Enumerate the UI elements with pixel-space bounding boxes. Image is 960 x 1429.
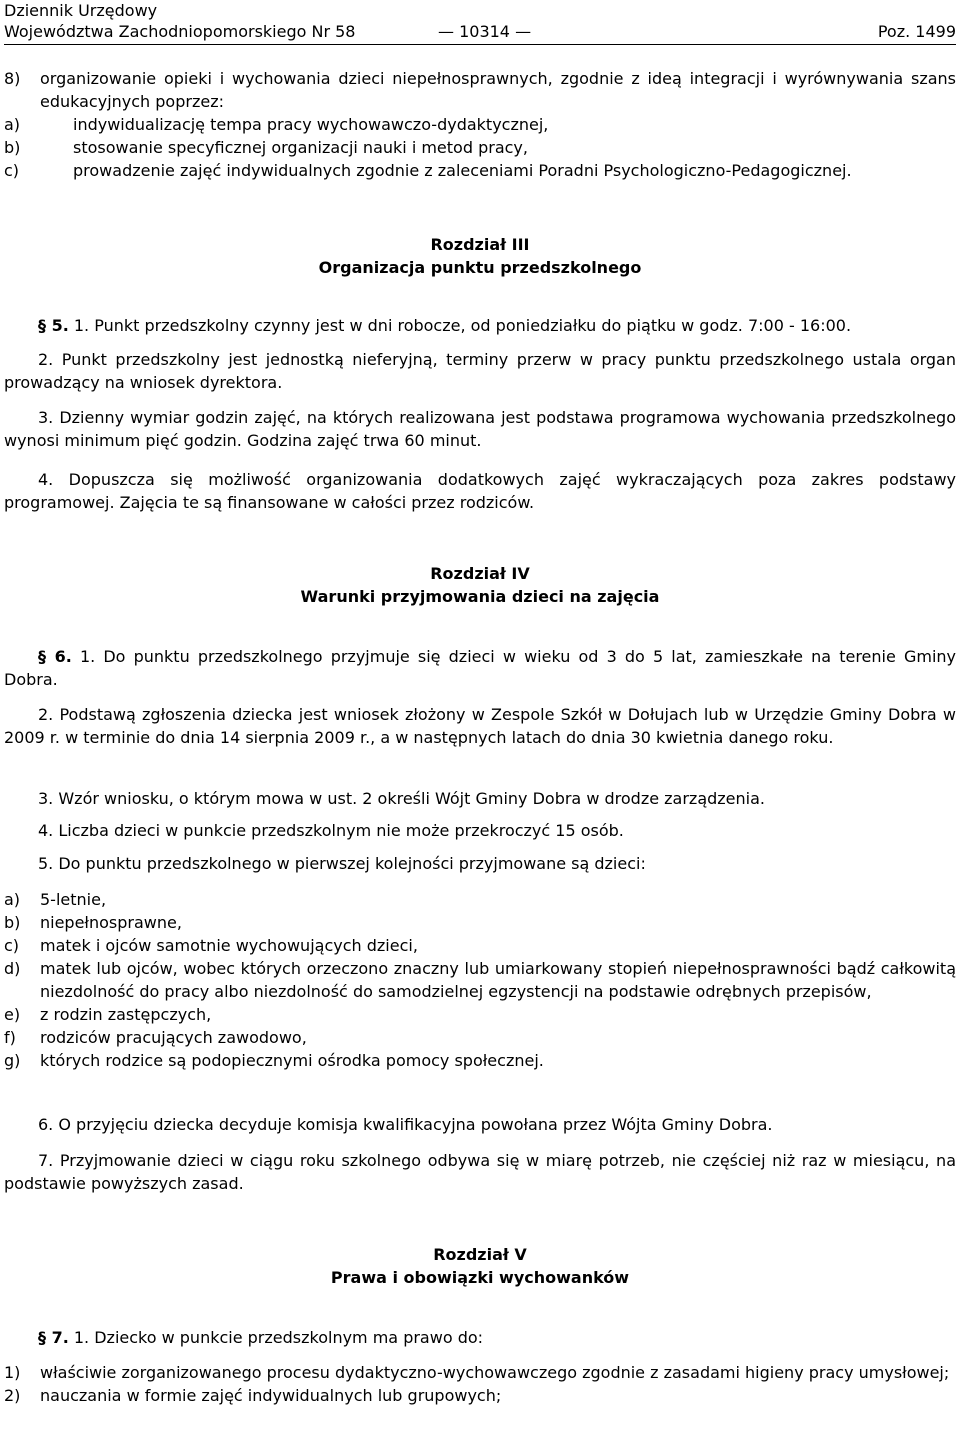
list-item (4, 1003, 956, 1026)
list-item (4, 957, 956, 1003)
chapter-heading (4, 1243, 956, 1289)
list-item (4, 911, 956, 934)
chapter-subtitle: Organizacja punktu przedszkolnego (318, 258, 642, 277)
list-label: 8) (4, 69, 21, 88)
list-text: z rodzin zastępczych, (40, 1005, 212, 1024)
header-rule (4, 44, 956, 45)
paragraph: 2. Podstawą zgłoszenia dziecka jest wniosek złożony w Zespole Szkół w Dołujach lub w Urzędzie Gminy Dobra w 2009 r. w terminie do dnia 14 sierpnia 2009 r., a w następnych latach do dnia 30 kwietnia danego roku. (4, 705, 956, 747)
list-label: b) (4, 913, 21, 932)
chapter-subtitle: Prawa i obowiązki wychowanków (330, 1268, 630, 1287)
list-label: c) (4, 936, 20, 955)
chapter-title: Rozdział IV (430, 564, 530, 583)
sub-list-text: indywidualizację tempa pracy wychowawczo-dydaktycznej, (73, 115, 549, 134)
list-item (4, 934, 956, 957)
list-text: 5-letnie, (40, 890, 107, 909)
chapter-title: Rozdział V (433, 1245, 527, 1264)
sub-list-item (4, 159, 956, 182)
list-text: matek i ojców samotnie wychowujących dzieci, (40, 936, 418, 955)
sub-list-text: prowadzenie zajęć indywidualnych zgodnie z zaleceniami Poradni Psychologiczno-Pedagogicznej. (73, 161, 852, 180)
paragraph: 7. Przyjmowanie dzieci w ciągu roku szkolnego odbywa się w miarę potrzeb, nie częściej niż raz w miesiącu, na podstawie powyższych zasad. (4, 1151, 956, 1193)
top-list (4, 67, 956, 182)
paragraph-text: 1. Do punktu przedszkolnego przyjmuje się dzieci w wieku od 3 do 5 lat, zamieszkałe na terenie Gminy Dobra. (4, 647, 956, 689)
paragraph: 3. Wzór wniosku, o którym mowa w ust. 2 określi Wójt Gminy Dobra w drodze zarządzenia. (38, 789, 765, 808)
list-text: rodziców pracujących zawodowo, (40, 1028, 307, 1047)
paragraph (4, 314, 956, 337)
paragraph-text: 1. Dziecko w punkcie przedszkolnym ma prawo do: (68, 1328, 484, 1347)
list-text: nauczania w formie zajęć indywidualnych lub grupowych; (40, 1386, 502, 1405)
sub-list-label: b) (4, 138, 21, 157)
list-label: f) (4, 1028, 16, 1047)
list-item (4, 1026, 956, 1049)
journal-title-line1: Dziennik Urzędowy (4, 1, 158, 20)
sub-list-item (4, 136, 956, 159)
chapter-heading (4, 233, 956, 279)
list-label: e) (4, 1005, 21, 1024)
chapter-title: Rozdział III (430, 235, 530, 254)
list-text: matek lub ojców, wobec których orzeczono znaczny lub umiarkowany stopień niepełnosprawności bądź całkowitą niezdolność do pracy albo niezdolność do samodzielnej egzystencji na podstawie odrębnych przepisów, (40, 959, 956, 1001)
position-number: Poz. 1499 (877, 22, 956, 41)
sub-list-text: stosowanie specyficznej organizacji nauki i metod pracy, (73, 138, 528, 157)
list-text: niepełnosprawne, (40, 913, 182, 932)
list-label: g) (4, 1051, 21, 1070)
list-item (4, 1384, 956, 1407)
section-number: § 6. (38, 647, 72, 666)
paragraph: 3. Dzienny wymiar godzin zajęć, na których realizowana jest podstawa programowa wychowania przedszkolnego wynosi minimum pięć godzin. Godzina zajęć trwa 60 minut. (4, 408, 956, 450)
journal-title (4, 0, 355, 42)
paragraph: 5. Do punktu przedszkolnego w pierwszej kolejności przyjmowane są dzieci: (38, 854, 646, 873)
paragraph: 4. Dopuszcza się możliwość organizowania dodatkowych zajęć wykraczających poza zakres podstawy programowej. Zajęcia te są finansowane w całości przez rodziców. (4, 470, 956, 512)
paragraph: 6. O przyjęciu dziecka decyduje komisja kwalifikacyjna powołana przez Wójta Gminy Dobra. (38, 1115, 773, 1134)
list-label: 2) (4, 1386, 21, 1405)
sub-list-label: c) (4, 161, 20, 180)
section-number: § 7. (38, 1328, 69, 1347)
sub-list-label: a) (4, 115, 21, 134)
sub-list-item (4, 113, 956, 136)
paragraph: 4. Liczba dzieci w punkcie przedszkolnym nie może przekroczyć 15 osób. (38, 821, 624, 840)
rights-list (4, 1361, 956, 1407)
list-text: właściwie zorganizowanego procesu dydaktyczno-wychowawczego zgodnie z zasadami higieny pracy umysłowej; (40, 1363, 950, 1382)
priority-list (4, 888, 956, 1072)
paragraph (4, 1326, 956, 1349)
list-item (4, 67, 956, 113)
chapter-heading (4, 562, 956, 608)
list-label: d) (4, 959, 21, 978)
paragraph-text: 1. Punkt przedszkolny czynny jest w dni robocze, od poniedziałku do piątku w godz. 7:00 - 16:00. (68, 316, 852, 335)
list-text: organizowanie opieki i wychowania dzieci niepełnosprawnych, zgodnie z ideą integracji i wyrównywania szans edukacyjnych poprzez: (40, 69, 956, 111)
list-item (4, 1361, 956, 1384)
list-label: a) (4, 890, 21, 909)
list-label: 1) (4, 1363, 21, 1382)
paragraph (4, 645, 956, 691)
paragraph: 2. Punkt przedszkolny jest jednostką nieferyjną, terminy przerw w pracy punktu przedszkolnego ustala organ prowadzący na wniosek dyrektora. (4, 350, 956, 392)
section-number: § 5. (38, 316, 69, 335)
list-text: których rodzice są podopiecznymi ośrodka pomocy społecznej. (40, 1051, 544, 1070)
list-item (4, 1049, 956, 1072)
journal-title-line2: Województwa Zachodniopomorskiego Nr 58 (4, 22, 356, 41)
list-item (4, 888, 956, 911)
chapter-subtitle: Warunki przyjmowania dzieci na zajęcia (300, 587, 660, 606)
page-number: — 10314 — (438, 22, 532, 41)
